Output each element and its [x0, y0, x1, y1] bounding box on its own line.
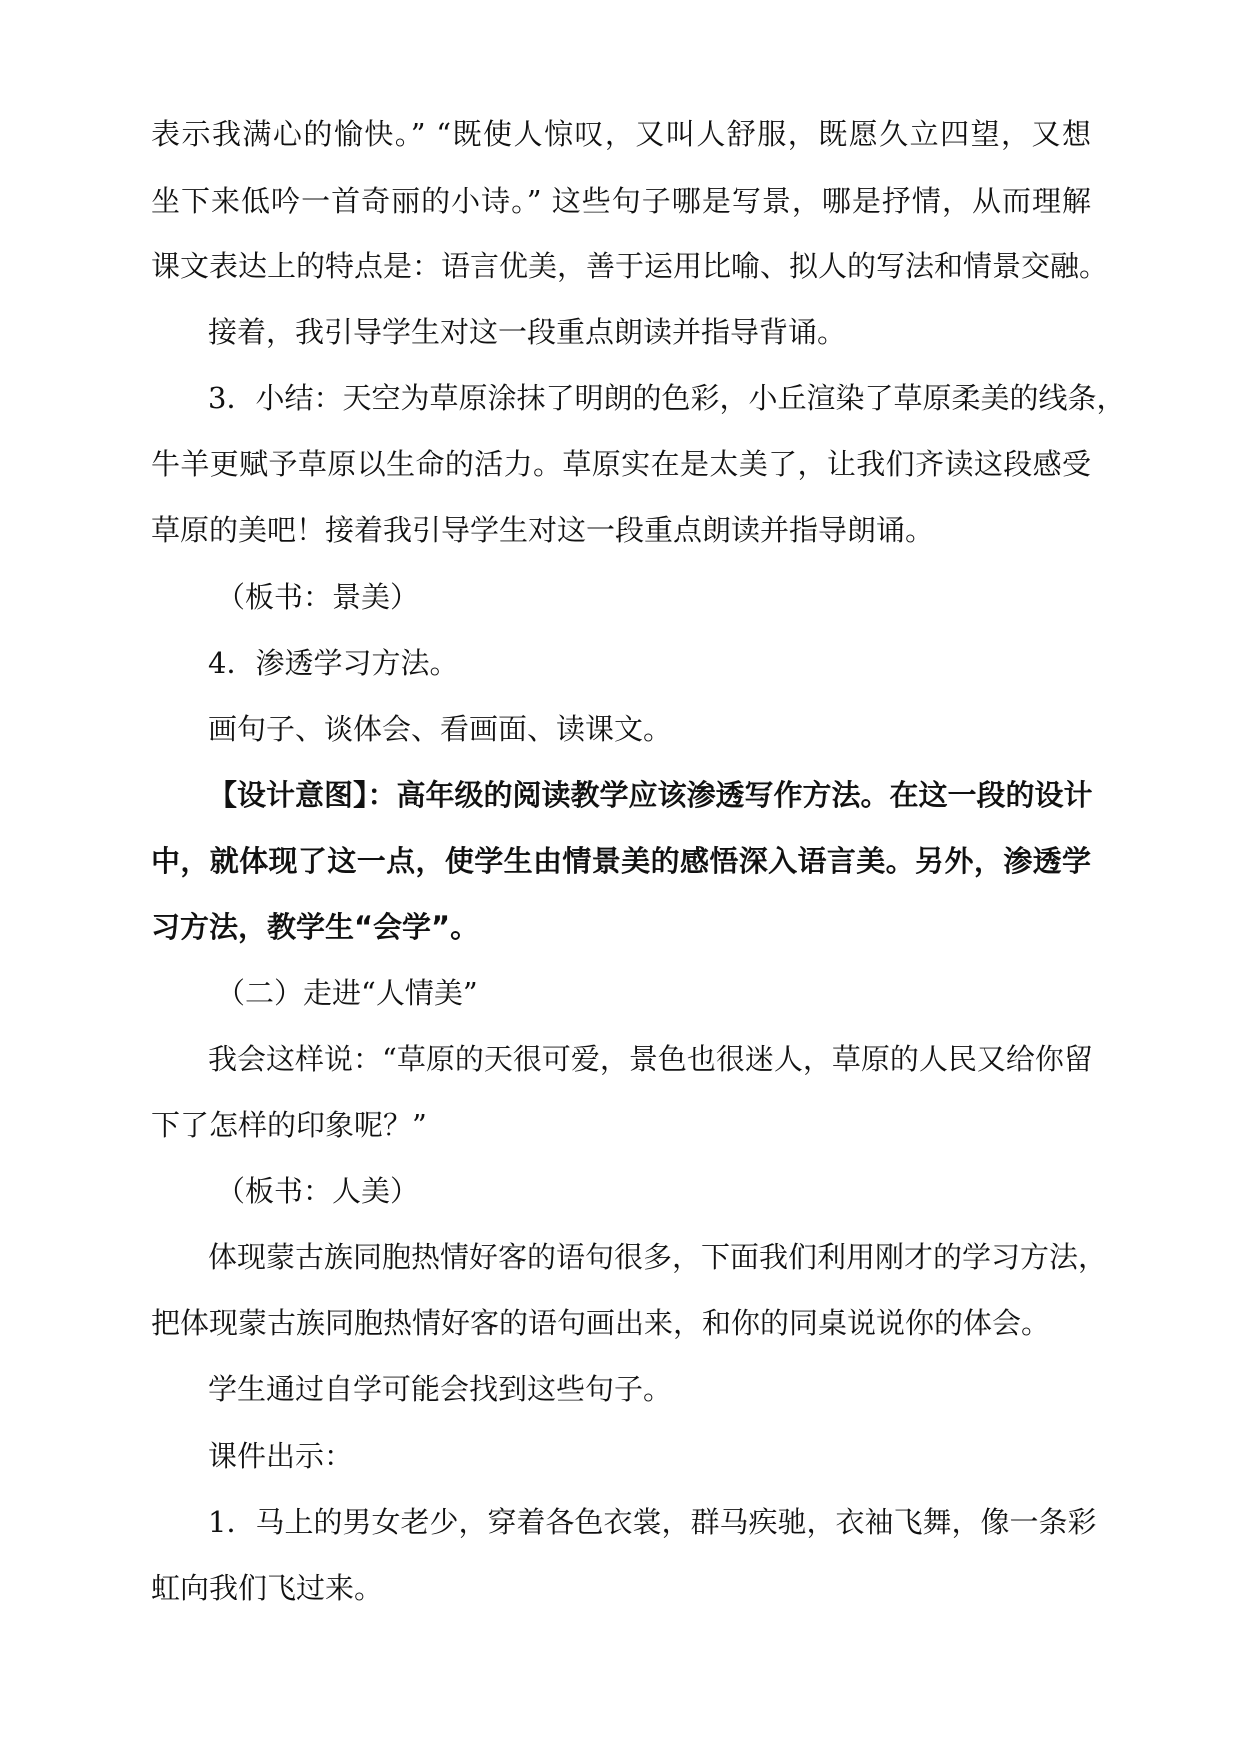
- text-line: 表示我满心的愉快。” “既使人惊叹，又叫人舒服，既愿久立四望，又想: [151, 117, 1091, 151]
- section-heading: （二）走进“人情美”: [216, 976, 478, 1010]
- design-intent-line: 【设计意图】：高年级的阅读教学应该渗透写作方法。在这一段的设计: [208, 778, 1093, 812]
- text-line: 3．小结：天空为草原涂抹了明朗的色彩，小丘渲染了草原柔美的线条，: [208, 381, 1126, 415]
- text-line: 画句子、谈体会、看画面、读课文。: [208, 712, 673, 746]
- text-line: 我会这样说：“草原的天很可爱，景色也很迷人，草原的人民又给你留: [208, 1042, 1093, 1076]
- blackboard-note: （板书：人美）: [216, 1174, 420, 1208]
- text-line: 体现蒙古族同胞热情好客的语句很多，下面我们利用刚才的学习方法，: [208, 1240, 1108, 1274]
- text-line: 课文表达上的特点是：语言优美，善于运用比喻、拟人的写法和情景交融。: [151, 249, 1109, 283]
- text-line: 课件出示：: [208, 1439, 354, 1473]
- section-heading: 4．渗透学习方法。: [208, 646, 459, 680]
- text-line: 学生通过自学可能会找到这些句子。: [208, 1372, 673, 1406]
- text-line: 下了怎样的印象呢？”: [151, 1108, 427, 1142]
- text-line: 接着，我引导学生对这一段重点朗读并指导背诵。: [208, 315, 847, 349]
- text-line: 坐下来低吟一首奇丽的小诗。” 这些句子哪是写景，哪是抒情，从而理解: [151, 184, 1091, 218]
- text-line: 1．马上的男女老少，穿着各色衣裳，群马疾驰，衣袖飞舞，像一条彩: [208, 1505, 1097, 1539]
- text-line: 把体现蒙古族同胞热情好客的语句画出来，和你的同桌说说你的体会。: [151, 1306, 1051, 1340]
- blackboard-note: （板书：景美）: [216, 580, 420, 614]
- design-intent-line: 习方法，教学生“会学”。: [151, 910, 480, 944]
- design-intent-line: 中，就体现了这一点，使学生由情景美的感悟深入语言美。另外，渗透学: [151, 844, 1091, 878]
- text-line: 牛羊更赋予草原以生命的活力。草原实在是太美了，让我们齐读这段感受: [151, 447, 1091, 481]
- text-line: 草原的美吧！接着我引导学生对这一段重点朗读并指导朗诵。: [151, 513, 935, 547]
- text-line: 虹向我们飞过来。: [151, 1571, 384, 1605]
